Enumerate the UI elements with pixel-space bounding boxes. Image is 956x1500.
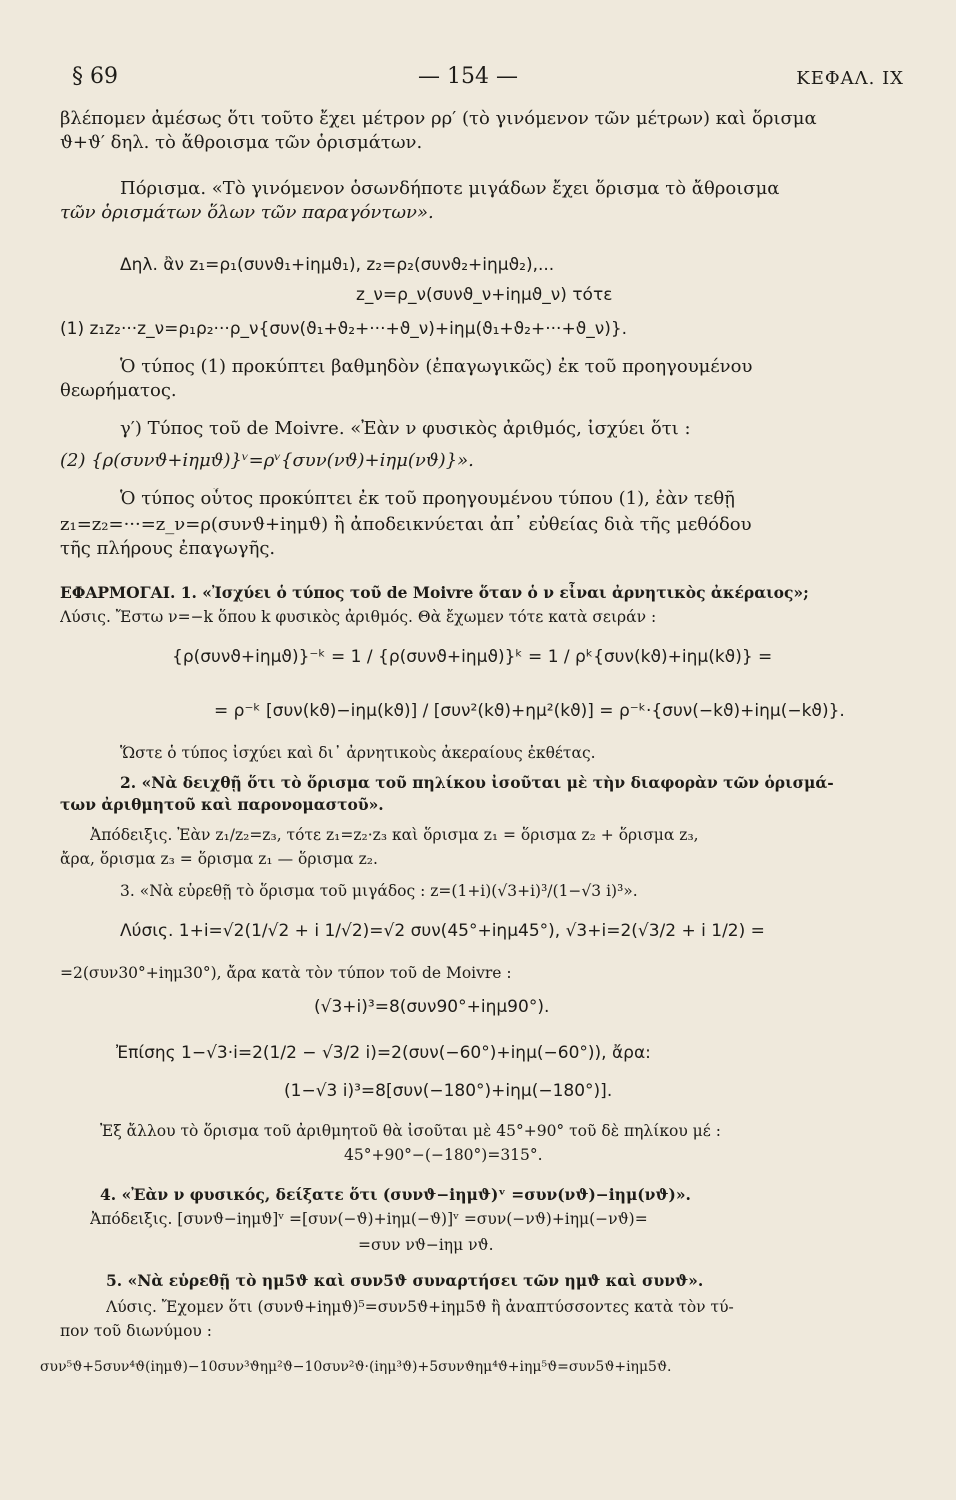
equation-line: (√3+i)³=8(συν90°+iημ90°). xyxy=(314,997,550,1017)
page-number: — 154 — xyxy=(418,64,518,89)
equation-line: συν⁵ϑ+5συν⁴ϑ(iημϑ)−10συν³ϑημ²ϑ−10συν²ϑ·(iημ³ϑ)+5συνϑημ⁴ϑ+iημ⁵ϑ=συν5ϑ+iημ5ϑ. xyxy=(40,1359,672,1375)
equation-line: {ρ(συνϑ+iημϑ)}⁻ᵏ = 1 / {ρ(συνϑ+iημϑ)}ᵏ = 1 / ρᵏ{συν(kϑ)+iημ(kϑ)} = xyxy=(172,647,773,667)
chapter-label: ΚΕΦΑΛ. IX xyxy=(796,68,904,89)
text-line: ϑ+ϑ′ δηλ. τὸ ἄθροισμα τῶν ὁρισμάτων. xyxy=(60,132,423,153)
text-line: πον τοῦ διωνύμου : xyxy=(60,1322,212,1340)
text-line: τῶν ὁρισμάτων ὅλων τῶν παραγόντων». xyxy=(60,202,434,223)
text-line: Ὁ τύπος οὗτος προκύπτει ἐκ τοῦ προηγουμένου τύπου (1), ἐὰν τεθῇ xyxy=(120,488,735,509)
corollary-heading: Πόρισμα. «Τὸ γινόμενον ὁσωνδήποτε μιγάδων ἔχει ὅρισμα τὸ ἄθροισμα xyxy=(120,178,780,199)
exercise-4-heading: 4. «Ἐὰν ν φυσικός, δείξατε ὅτι (συνϑ−iημϑ)ᵛ =συν(νϑ)−iημ(νϑ)». xyxy=(100,1185,691,1204)
text-line: Λύσις. Ἔστω ν=−k ὅπου k φυσικὸς ἀριθμός. Θὰ ἔχωμεν τότε κατὰ σειράν : xyxy=(60,608,657,626)
text-line: 45°+90°−(−180°)=315°. xyxy=(344,1146,543,1164)
text-line: των ἀριθμητοῦ καὶ παρονομαστοῦ». xyxy=(60,795,384,814)
text-line: τῆς πλήρους ἐπαγωγῆς. xyxy=(60,538,276,559)
text-line: Ἐξ ἄλλου τὸ ὅρισμα τοῦ ἀριθμητοῦ θὰ ἰσοῦται μὲ 45°+90° τοῦ δὲ πηλίκου μέ : xyxy=(100,1122,721,1140)
text-line: =συν νϑ−iημ νϑ. xyxy=(358,1236,494,1254)
page-header xyxy=(0,64,956,94)
equation-line: Ἐπίσης 1−√3·i=2(1/2 − √3/2 i)=2(συν(−60°)+iημ(−60°)), ἄρα: xyxy=(116,1043,651,1063)
de-moivre-heading: γ′) Τύπος τοῦ de Moivre. «Ἐὰν ν φυσικὸς ἀριθμός, ἰσχύει ὅτι : xyxy=(120,418,691,439)
equation-line: z_ν=ρ_ν(συνϑ_ν+iημϑ_ν) τότε xyxy=(356,285,613,305)
equation-line: Λύσις. 1+i=√2(1/√2 + i 1/√2)=√2 συν(45°+iημ45°), √3+i=2(√3/2 + i 1/2) = xyxy=(120,921,765,941)
text-line: =2(συν30°+iημ30°), ἄρα κατὰ τὸν τύπον τοῦ de Moivre : xyxy=(60,964,512,982)
equation-2: (2) {ρ(συνϑ+iημϑ)}ᵛ=ρᵛ{συν(νϑ)+iημ(νϑ)}». xyxy=(60,450,474,471)
text-line: θεωρήματος. xyxy=(60,380,177,401)
equation-line: Δηλ. ἂν z₁=ρ₁(συνϑ₁+iημϑ₁), z₂=ρ₂(συνϑ₂+iημϑ₂),... xyxy=(120,255,555,275)
exercise-2-heading: 2. «Νὰ δειχθῇ ὅτι τὸ ὅρισμα τοῦ πηλίκου ἰσοῦται μὲ τὴν διαφορὰν τῶν ὁρισμά- xyxy=(120,773,834,792)
text-line: Ὥστε ὁ τύπος ἰσχύει καὶ δι᾿ ἀρνητικοὺς ἀκεραίους ἐκθέτας. xyxy=(120,744,596,762)
applications-heading: ΕΦΑΡΜΟΓΑΙ. 1. «Ἰσχύει ὁ τύπος τοῦ de Moivre ὅταν ὁ ν εἶναι ἀρνητικὸς ἀκέραιος»; xyxy=(60,583,809,602)
text-line: Ἀπόδειξις. [συνϑ−iημϑ]ᵛ =[συν(−ϑ)+iημ(−ϑ)]ᵛ =συν(−νϑ)+iημ(−νϑ)= xyxy=(90,1210,648,1228)
text-line: z₁=z₂=···=z_ν=ρ(συνϑ+iημϑ) ἢ ἀποδεικνύεται ἀπ᾿ εὐθείας διὰ τῆς μεθόδου xyxy=(60,514,752,535)
text-line: Λύσις. Ἔχομεν ὅτι (συνϑ+iημϑ)⁵=συν5ϑ+iημ5ϑ ἢ ἀναπτύσσοντες κατὰ τὸν τύ- xyxy=(106,1298,734,1316)
equation-line: = ρ⁻ᵏ [συν(kϑ)−iημ(kϑ)] / [συν²(kϑ)+ημ²(kϑ)] = ρ⁻ᵏ·{συν(−kϑ)+iημ(−kϑ)}. xyxy=(214,701,845,721)
equation-1: (1) z₁z₂···z_ν=ρ₁ρ₂···ρ_ν{συν(ϑ₁+ϑ₂+···+ϑ_ν)+iημ(ϑ₁+ϑ₂+···+ϑ_ν)}. xyxy=(60,319,628,339)
section-number: § 69 xyxy=(72,64,118,89)
text-line: Ὁ τύπος (1) προκύπτει βαθμηδὸν (ἐπαγωγικῶς) ἐκ τοῦ προηγουμένου xyxy=(120,356,753,377)
equation-line: (1−√3 i)³=8[συν(−180°)+iημ(−180°)]. xyxy=(284,1081,613,1101)
text-line: βλέπομεν ἀμέσως ὅτι τοῦτο ἔχει μέτρον ρρ′ (τὸ γινόμενον τῶν μέτρων) καὶ ὅρισμα xyxy=(60,108,817,129)
text-line: Ἀπόδειξις. Ἐὰν z₁/z₂=z₃, τότε z₁=z₂·z₃ καὶ ὅρισμα z₁ = ὅρισμα z₂ + ὅρισμα z₃, xyxy=(90,826,699,844)
exercise-3-heading: 3. «Νὰ εὑρεθῇ τὸ ὅρισμα τοῦ μιγάδος : z=(1+i)(√3+i)³/(1−√3 i)³». xyxy=(120,882,638,900)
exercise-5-heading: 5. «Νὰ εὑρεθῇ τὸ ημ5ϑ καὶ συν5ϑ συναρτήσει τῶν ημϑ καὶ συνϑ». xyxy=(106,1271,704,1290)
text-line: ἄρα, ὅρισμα z₃ = ὅρισμα z₁ — ὅρισμα z₂. xyxy=(60,850,378,868)
